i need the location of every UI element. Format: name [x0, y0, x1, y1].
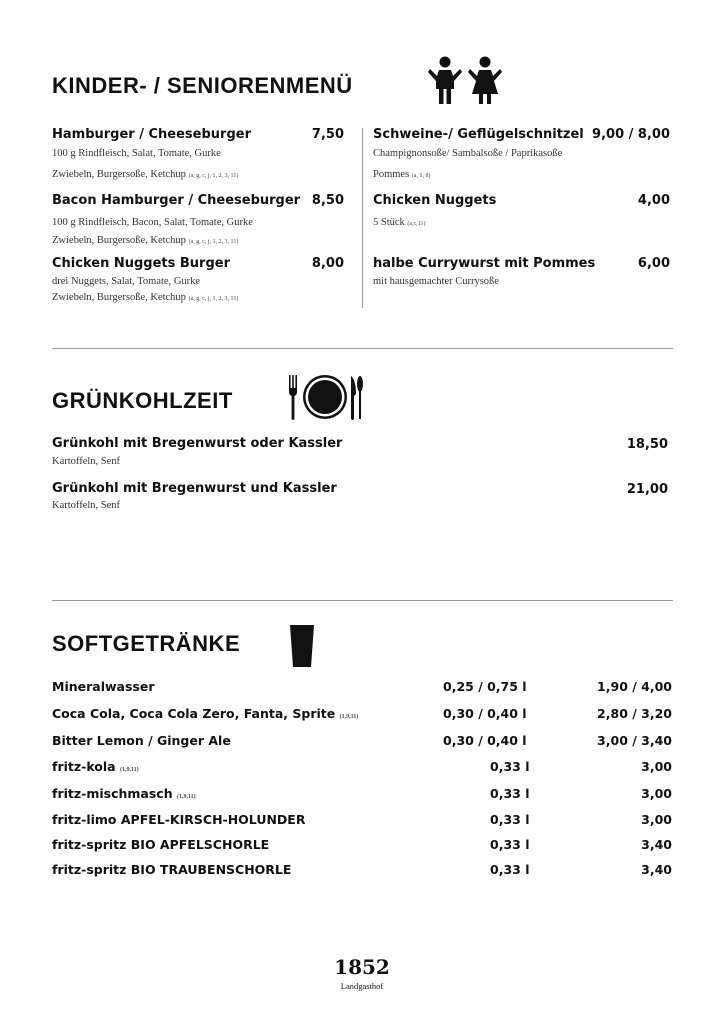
- menu-item-name: Grünkohl mit Bregenwurst und Kassler: [52, 481, 337, 496]
- menu-item-price: 7,50: [311, 127, 344, 142]
- section-divider: [52, 348, 673, 349]
- drink-price: 2,80 / 3,20: [597, 706, 672, 721]
- drink-name: fritz-mischmasch (1,9,11): [52, 786, 196, 801]
- menu-item-desc: Zwiebeln, Burgersoße, Ketchup (a, g, c, j, 1, 2, 3, 11): [52, 169, 239, 180]
- menu-item-desc: Kartoffeln, Senf: [52, 456, 121, 467]
- drink-name: Coca Cola, Coca Cola Zero, Fanta, Sprite (1,9,11): [52, 706, 359, 721]
- drink-price: 1,90 / 4,00: [597, 679, 672, 694]
- drink-price: 3,00: [641, 786, 672, 801]
- menu-item-desc: 5 Stück (a,c,11): [373, 217, 426, 228]
- glass-icon: [289, 625, 315, 669]
- menu-item-desc: Zwiebeln, Burgersoße, Ketchup (a, g, c, j, 1, 2, 3, 11): [52, 292, 239, 303]
- column-divider: [362, 128, 363, 308]
- menu-item-desc: Zwiebeln, Burgersoße, Ketchup (a, g, c, j, 1, 2, 3, 11): [52, 235, 239, 246]
- menu-item-desc: Kartoffeln, Senf: [52, 500, 121, 511]
- allergen-note: (a, g, c, j, 1, 2, 3, 11): [188, 239, 239, 245]
- menu-item-desc: 100 g Rindfleisch, Bacon, Salat, Tomate, Gurke: [52, 217, 253, 228]
- drink-name: fritz-kola (1,9,11): [52, 759, 139, 774]
- menu-item-name: halbe Currywurst mit Pommes: [373, 256, 596, 271]
- menu-item-name: Chicken Nuggets Burger: [52, 256, 231, 271]
- drink-price: 3,00 / 3,40: [597, 733, 672, 748]
- menu-item-price: 4,00: [637, 193, 670, 208]
- drink-name: fritz-spritz BIO APFELSCHORLE: [52, 837, 270, 852]
- menu-item-name: Bacon Hamburger / Cheeseburger: [52, 193, 301, 208]
- menu-item-price: 6,00: [637, 256, 670, 271]
- drink-size: 0,30 / 0,40 l: [443, 733, 527, 748]
- menu-item-name: Chicken Nuggets: [373, 193, 497, 208]
- drink-price: 3,00: [641, 812, 672, 827]
- logo-subtitle: Landgasthof: [340, 981, 384, 991]
- menu-item-name: Schweine-/ Geflügelschnitzel: [373, 127, 584, 142]
- plate-cutlery-icon: [287, 374, 363, 422]
- drink-name: Mineralwasser: [52, 679, 155, 694]
- drink-price: 3,40: [641, 837, 672, 852]
- menu-item-price: 8,00: [311, 256, 344, 271]
- allergen-note: (a,c,11): [407, 221, 426, 227]
- drink-price: 3,40: [641, 862, 672, 877]
- children-icon: [428, 56, 502, 106]
- drink-size: 0,33 l: [490, 862, 530, 877]
- allergen-note: (1,9,11): [176, 794, 196, 800]
- drink-price: 3,00: [641, 759, 672, 774]
- allergen-note: (a, g, c, j, 1, 2, 3, 11): [188, 173, 239, 179]
- drink-size: 0,25 / 0,75 l: [443, 679, 527, 694]
- menu-item-price: 21,00: [626, 482, 668, 497]
- drink-size: 0,33 l: [490, 837, 530, 852]
- menu-item-desc: mit hausgemachter Currysoße: [373, 276, 499, 287]
- allergen-note: (1,9,11): [339, 714, 359, 720]
- section-divider: [52, 600, 673, 601]
- drink-name: Bitter Lemon / Ginger Ale: [52, 733, 231, 748]
- drink-size: 0,33 l: [490, 759, 530, 774]
- menu-item-name: Grünkohl mit Bregenwurst oder Kassler: [52, 436, 343, 451]
- menu-item-name: Hamburger / Cheeseburger: [52, 127, 251, 142]
- section-title-kinder: KINDER- / SENIORENMENÜ: [52, 73, 353, 98]
- menu-item-desc: Champignonsoße/ Sambalsoße / Paprikasoße: [373, 148, 563, 159]
- section-title-gruenkohl: GRÜNKOHLZEIT: [52, 388, 233, 413]
- menu-item-desc: Pommes (a, 1, 8): [373, 169, 431, 180]
- logo-number: 1852: [334, 955, 390, 979]
- drink-size: 0,33 l: [490, 786, 530, 801]
- drink-size: 0,30 / 0,40 l: [443, 706, 527, 721]
- section-title-soft: SOFTGETRÄNKE: [52, 631, 241, 656]
- menu-item-desc: drei Nuggets, Salat, Tomate, Gurke: [52, 276, 201, 287]
- menu-item-price: 8,50: [311, 193, 344, 208]
- drink-name: fritz-spritz BIO TRAUBENSCHORLE: [52, 862, 292, 877]
- menu-item-desc: 100 g Rindfleisch, Salat, Tomate, Gurke: [52, 148, 221, 159]
- allergen-note: (1,9,11): [119, 767, 139, 773]
- allergen-note: (a, g, c, j, 1, 2, 3, 11): [188, 296, 239, 302]
- drink-name: fritz-limo APFEL-KIRSCH-HOLUNDER: [52, 812, 306, 827]
- drink-size: 0,33 l: [490, 812, 530, 827]
- allergen-note: (a, 1, 8): [411, 173, 431, 179]
- menu-item-price: 18,50: [626, 437, 668, 452]
- menu-item-price: 9,00 / 8,00: [592, 127, 670, 142]
